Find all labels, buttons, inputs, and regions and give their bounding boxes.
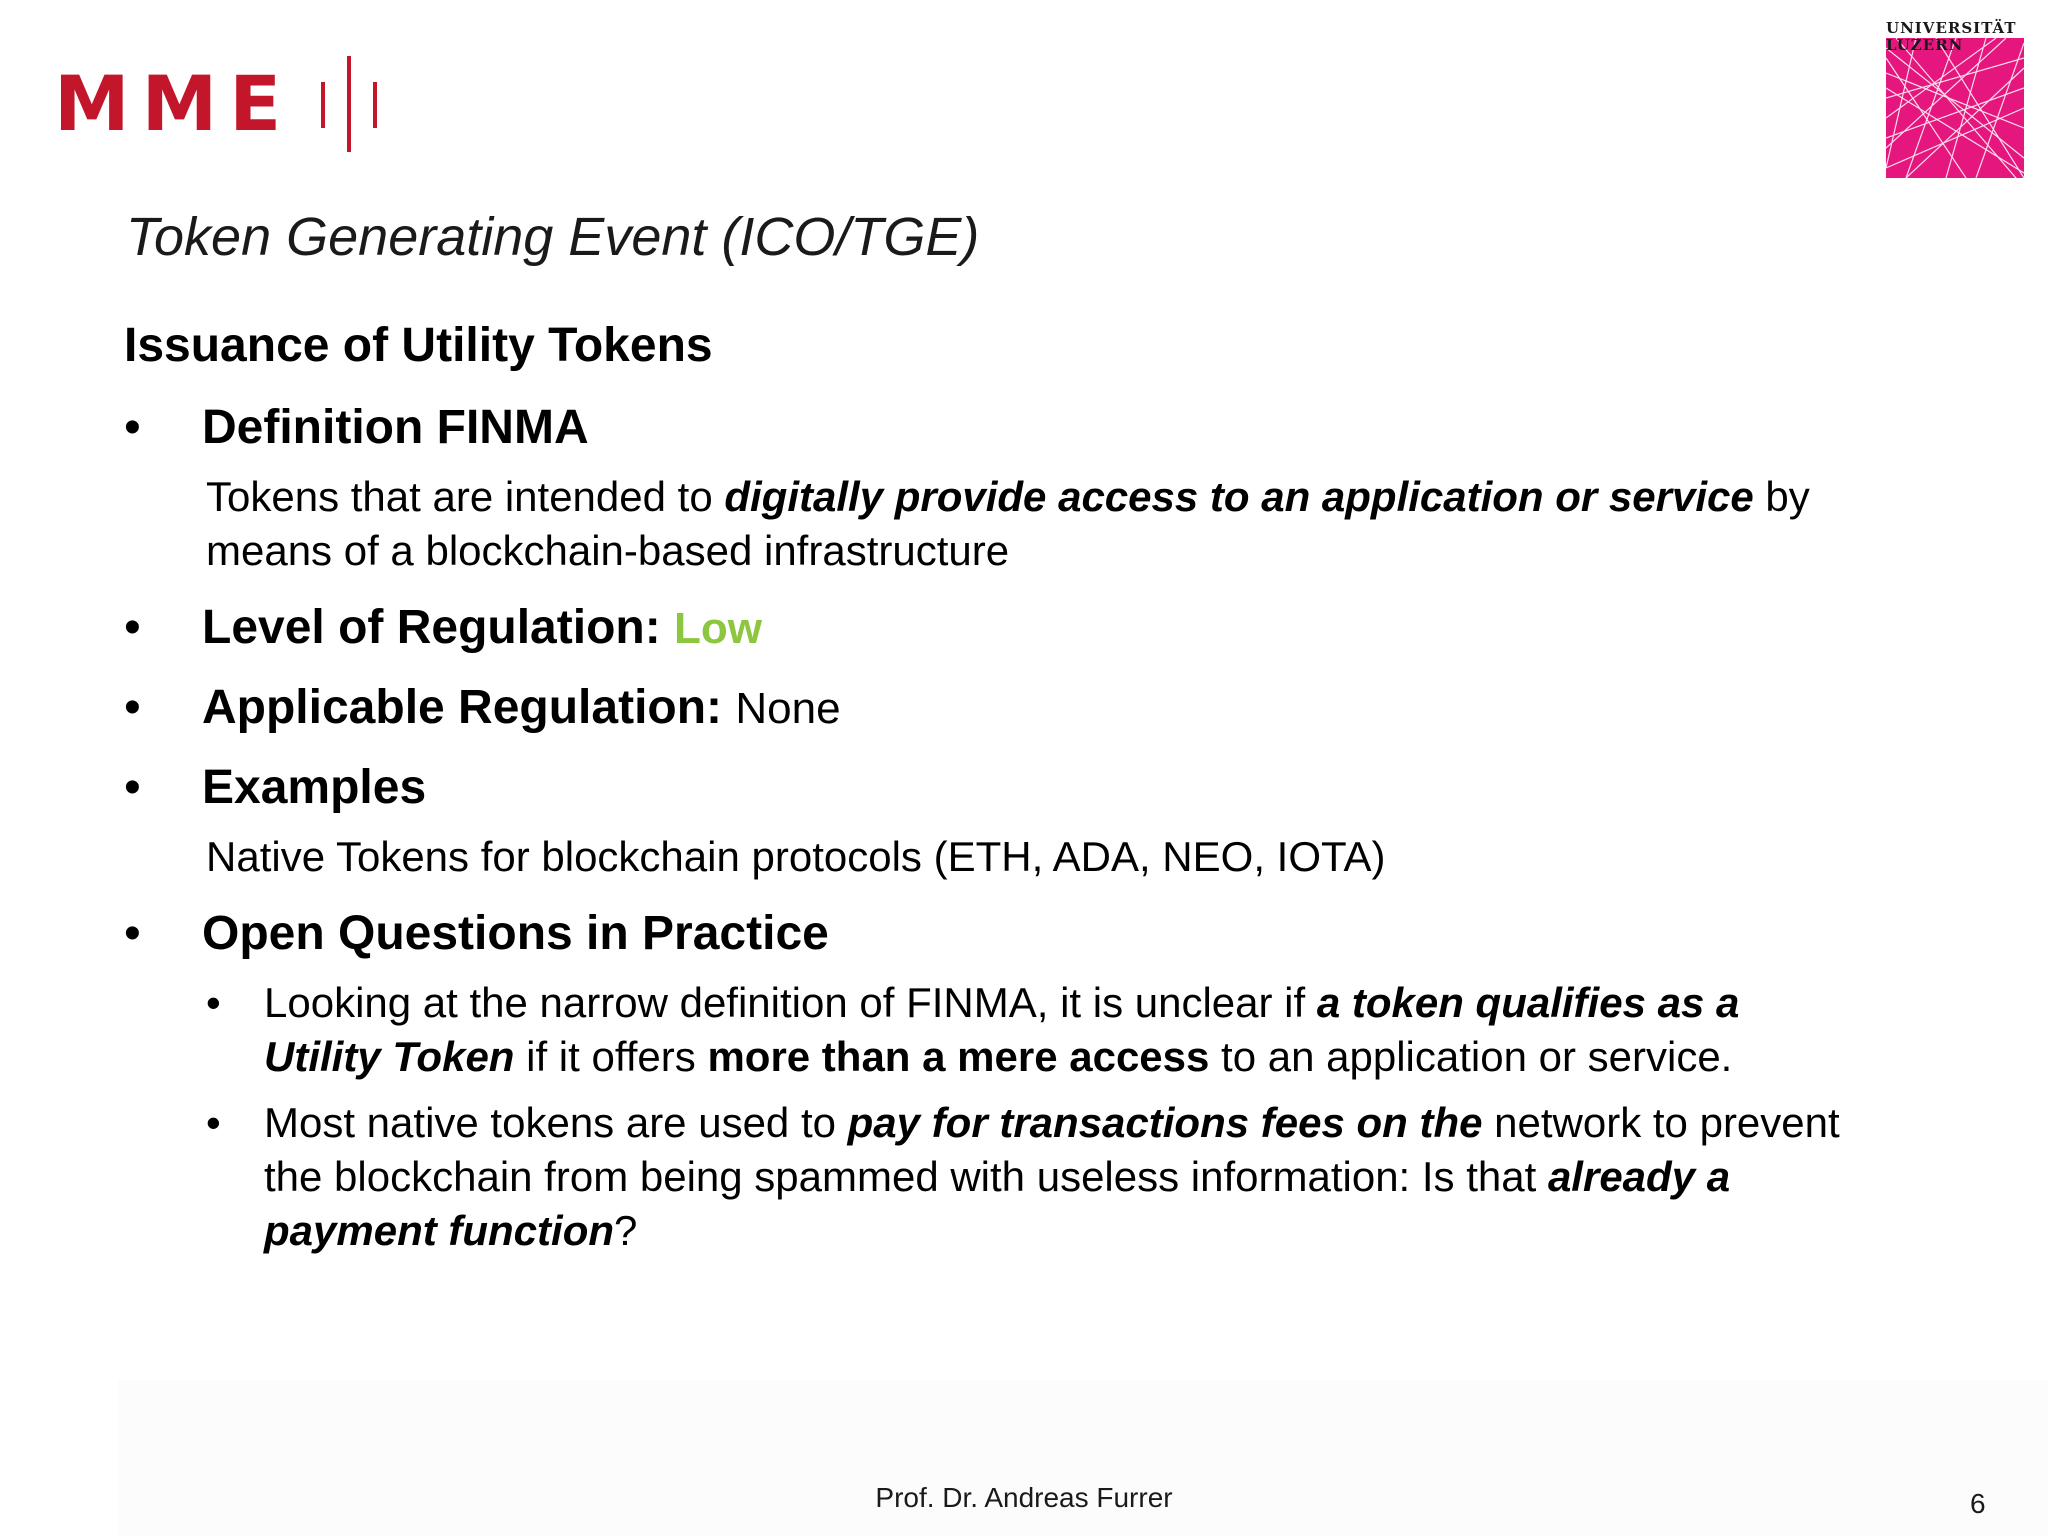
bullet-icon: • (124, 401, 141, 454)
regulation-level-value: Low (674, 604, 763, 653)
applicable-regulation-value: None (735, 684, 841, 733)
open-question-1-line-2: Utility Token if it offers more than a mere access to an application or service. (264, 1033, 1733, 1080)
bullet-icon: • (124, 681, 141, 734)
section-heading: Issuance of Utility Tokens (124, 319, 713, 372)
definition-text (206, 470, 1810, 578)
mme-logo (54, 56, 381, 152)
slide-title: Token Generating Event (ICO/TGE) (126, 207, 980, 267)
definition-line-1: Tokens that are intended to digitally provide access to an application or service by (206, 473, 1810, 520)
university-name-line1: UNIVERSITÄT (1886, 19, 2017, 37)
bullet-icon: • (124, 761, 141, 814)
university-name-line2: LUZERN (1886, 36, 1964, 54)
page-number: 6 (1970, 1488, 1986, 1519)
open-question-2-line-2: the blockchain from being spammed with useless information: Is that already a (264, 1153, 1731, 1200)
bullet-icon: • (124, 601, 141, 654)
bullet-open-questions-label: Open Questions in Practice (202, 907, 829, 960)
open-question-1-line-1: Looking at the narrow definition of FINMA, it is unclear if a token qualifies as a (264, 979, 1740, 1026)
bullet-examples-label: Examples (202, 761, 427, 814)
mme-logo-text: MME (54, 59, 294, 148)
regulation-level-label: Level of Regulation: (202, 601, 661, 654)
sub-bullet-icon: • (206, 979, 221, 1026)
bullet-icon: • (124, 907, 141, 960)
open-question-2-line-1: Most native tokens are used to pay for transactions fees on the network to prevent (264, 1099, 1840, 1146)
sub-bullet-icon: • (206, 1099, 221, 1146)
footer-author: Prof. Dr. Andreas Furrer (875, 1482, 1173, 1513)
examples-text: Native Tokens for blockchain protocols (ETH, ADA, NEO, IOTA) (206, 833, 1386, 880)
university-logo (1886, 20, 2024, 54)
definition-line-2: means of a blockchain-based infrastructure (206, 527, 1010, 574)
bullet-definition-label: Definition FINMA (202, 401, 589, 454)
open-question-2-line-3: payment function? (264, 1207, 638, 1254)
mme-logo-bars-icon (321, 56, 381, 152)
applicable-regulation-label: Applicable Regulation: (202, 681, 723, 734)
university-logo-pattern-icon (1886, 38, 2024, 178)
